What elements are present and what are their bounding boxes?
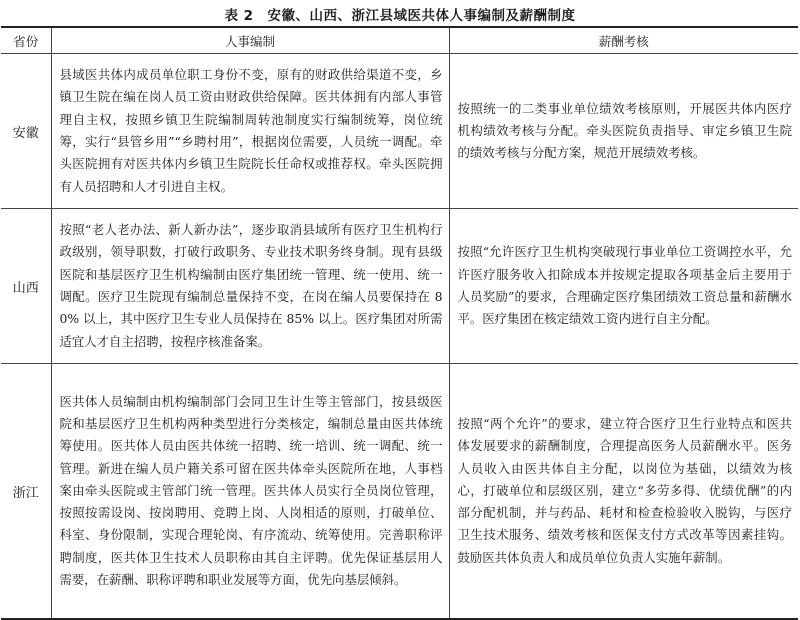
staffing-cell: 县域医共体内成员单位职工身份不变，原有的财政供给渠道不变，乡镇卫生院在编在岗人员工资由财政供给保障。医共体拥有内部人事管理自主权，按照乡镇卫生院编制周转池制度实行编制统筹，岗位统筹，实行“县管乡用”“乡聘村用”，根据岗位需要，人员统一调配。牵头医院拥有对医共体内乡镇卫生院院长任命权或推荐权。牵头医院拥有人员招聘和人才引进自主权。 xyxy=(51,54,449,209)
table-row xyxy=(1,364,798,620)
province-cell: 山西 xyxy=(1,209,51,364)
province-cell: 浙江 xyxy=(1,364,51,620)
header-province: 省份 xyxy=(1,27,51,54)
table-title: 表 2 安徽、山西、浙江县域医共体人事编制及薪酬制度 xyxy=(224,8,576,24)
policy-table xyxy=(1,26,798,620)
header-compensation: 薪酬考核 xyxy=(449,27,798,54)
table-header xyxy=(1,27,798,54)
compensation-cell: 按照统一的二类事业单位绩效考核原则，开展医共体内医疗机构绩效考核与分配。牵头医院负责指导、审定乡镇卫生院的绩效考核与分配方案，规范开展绩效考核。 xyxy=(449,54,798,209)
compensation-cell: 按照“两个允许”的要求，建立符合医疗卫生行业特点和医共体发展要求的薪酬制度，合理提高医务人员薪酬水平。医务人员收入由医共体自主分配，以岗位为基础，以绩效为核心，打破单位和层级区别，建立“多劳多得、优绩优酬”的内部分配机制，并与药品、耗材和检查检验收入脱钩，与医疗卫生技术服务、绩效考核和医保支付方式改革等因素挂钩。鼓励医共体负责人和成员单位负责人实施年薪制。 xyxy=(449,364,798,620)
province-cell: 安徽 xyxy=(1,54,51,209)
header-staffing: 人事编制 xyxy=(51,27,449,54)
compensation-cell: 按照“允许医疗卫生机构突破现行事业单位工资调控水平，允许医疗服务收入扣除成本并按规定提取各项基金后主要用于人员奖励”的要求，合理确定医疗集团绩效工资总量和薪酬水平。医疗集团在核定绩效工资内进行自主分配。 xyxy=(449,209,798,364)
staffing-cell: 按照“老人老办法、新人新办法”，逐步取消县域所有医疗卫生机构行政级别，领导职数，打破行政职务、专业技术职务终身制。现有县级医院和基层医疗卫生机构编制由医疗集团统一管理、统一使用、统一调配。医疗卫生院现有编制总量保持不变，在岗在编人员要保持在 80% 以上，其中医疗卫生专业人员保持在 85% 以上。医疗集团对所需适宜人才自主招聘，按程序核准备案。 xyxy=(51,209,449,364)
table-row xyxy=(1,54,798,209)
table-row xyxy=(1,209,798,364)
staffing-cell: 医共体人员编制由机构编制部门会同卫生计生等主管部门，按县级医院和基层医疗卫生机构两种类型进行分类核定，编制总量由医共体统筹使用。医共体人员由医共体统一招聘、统一培训、统一调配、统一管理。新进在编人员户籍关系可留在医共体牵头医院所在地，人事档案由牵头医院或主管部门统一管理。医共体人员实行全员岗位管理，按照按需设岗、按岗聘用、竞聘上岗、人岗相适的原则，打破单位、科室、身份限制，实现合理轮岗、有序流动、统筹使用。完善职称评聘制度，医共体卫生技术人员职称由其自主评聘。优先保证基层用人需要，在薪酬、职称评聘和职业发展等方面，优先向基层倾斜。 xyxy=(51,364,449,620)
